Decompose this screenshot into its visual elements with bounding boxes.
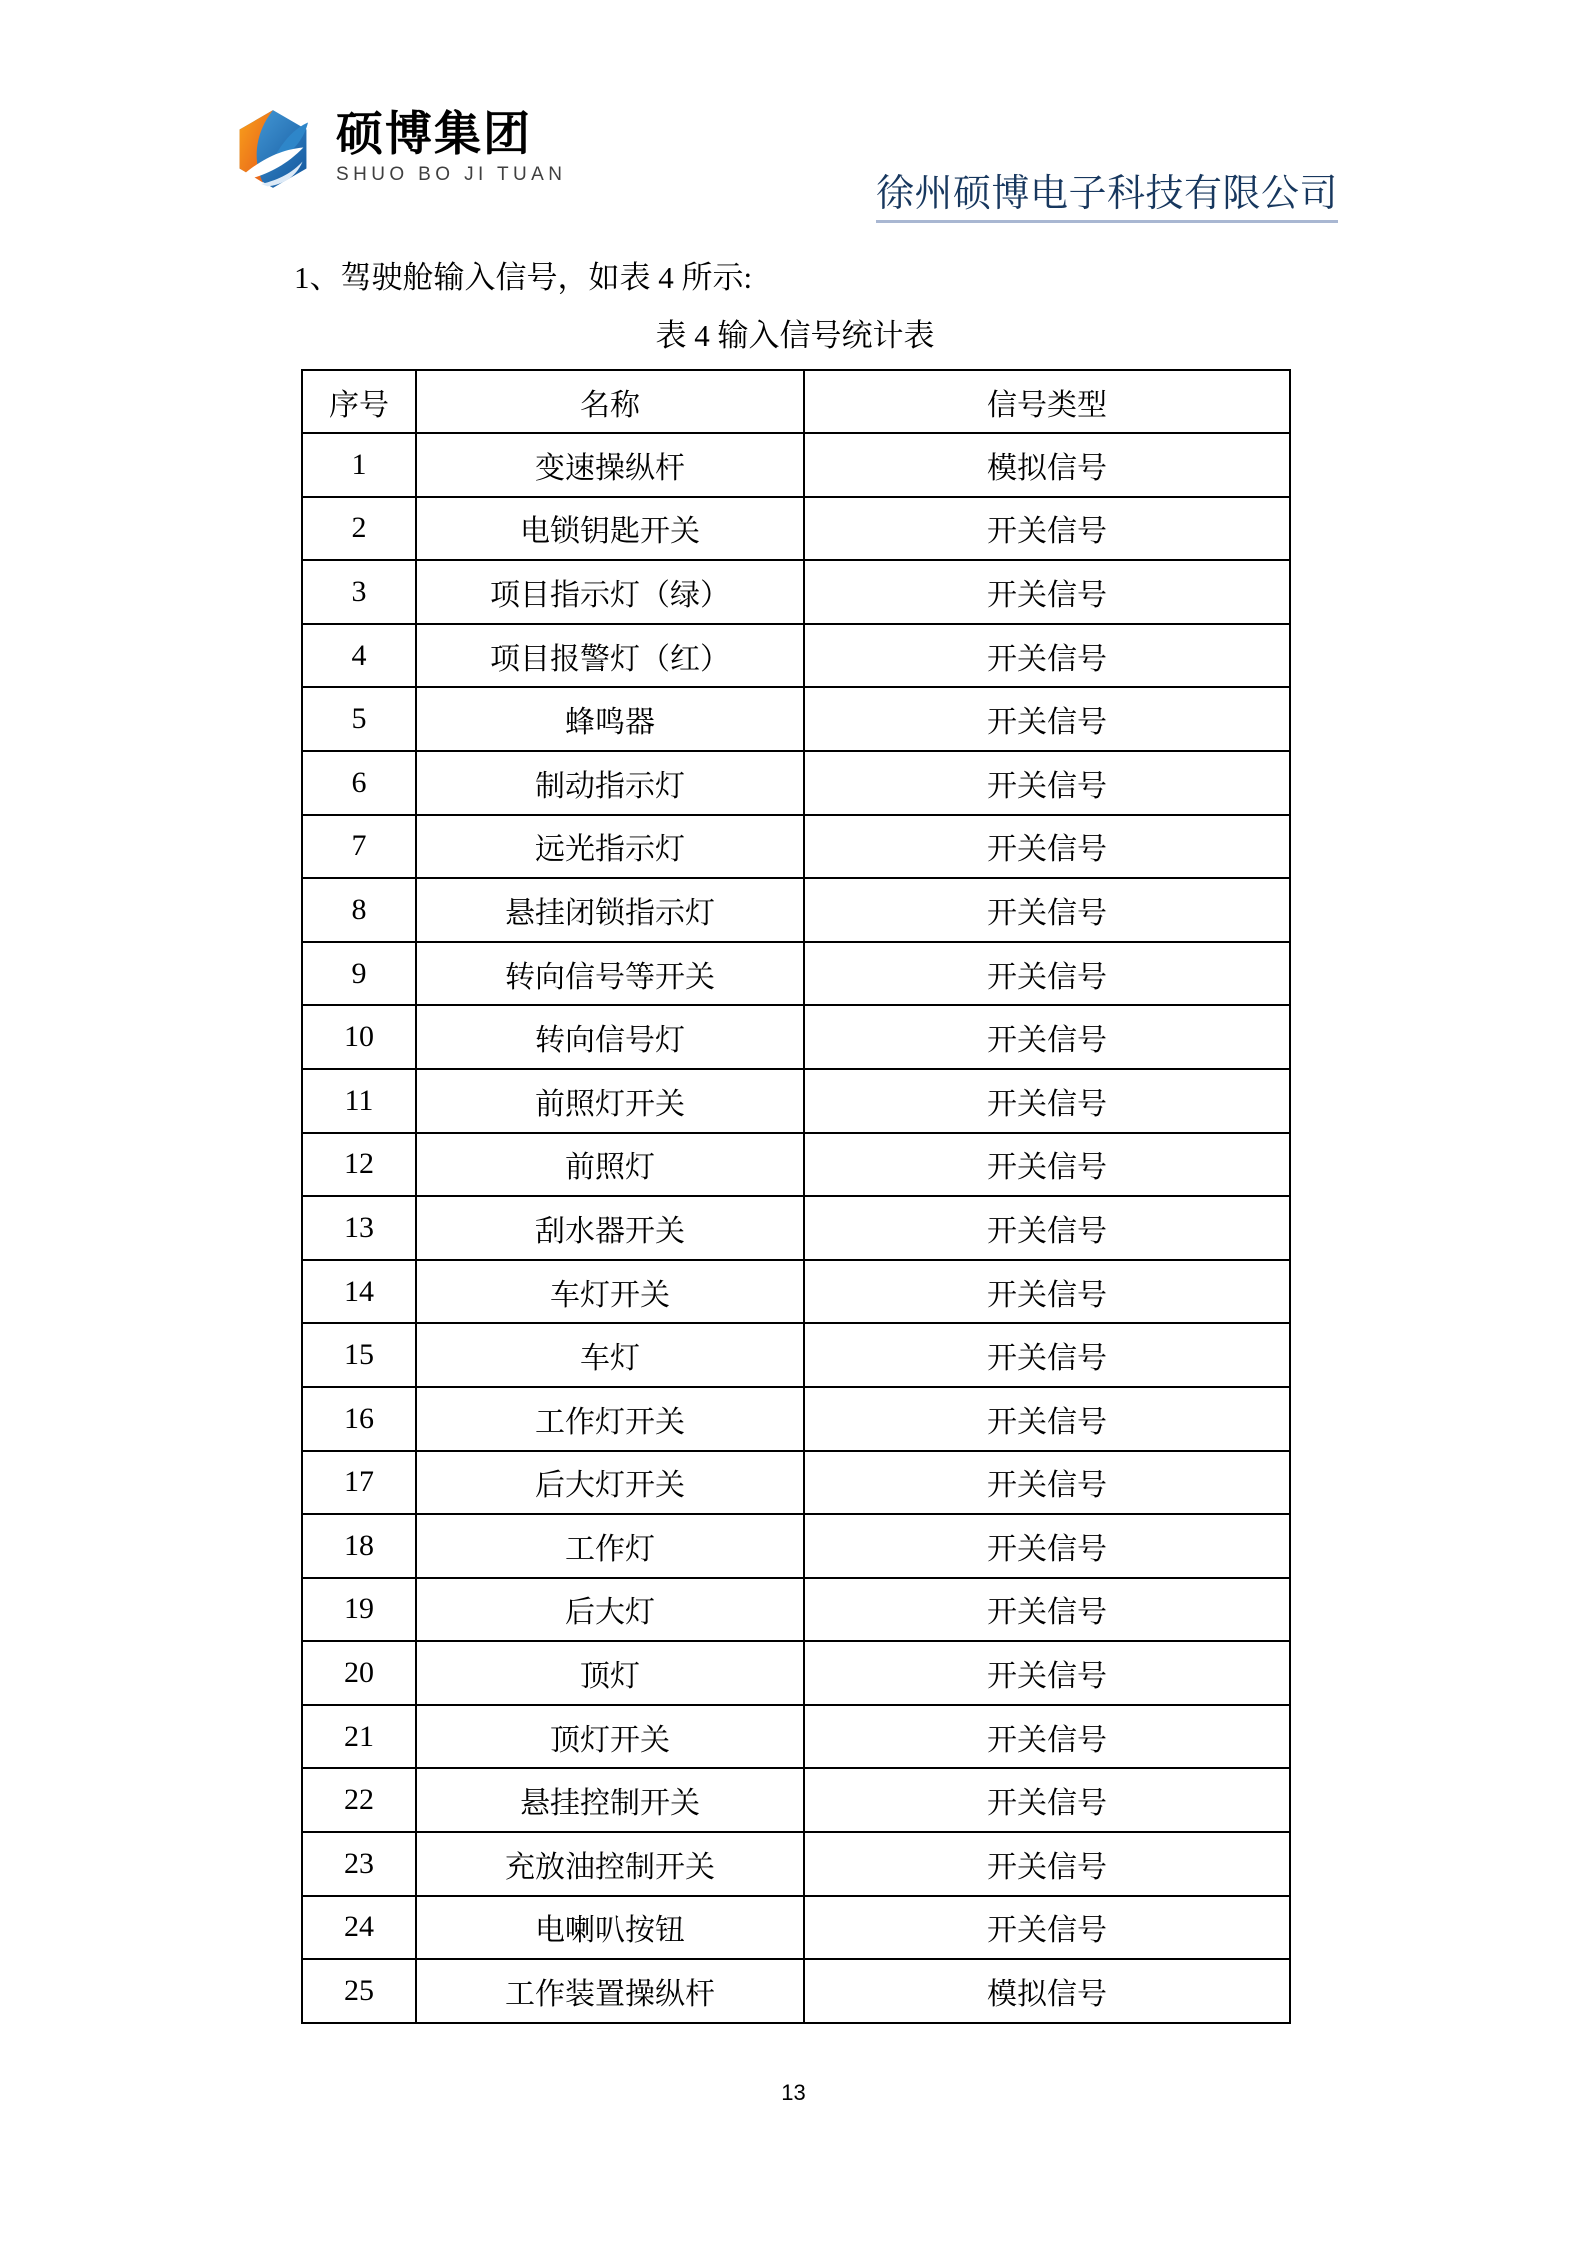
row-index-cell: 22: [302, 1768, 416, 1832]
table-row: [302, 1832, 1290, 1896]
row-index-cell: 3: [302, 560, 416, 624]
row-index-cell: 21: [302, 1705, 416, 1769]
table-row: [302, 1005, 1290, 1069]
table-row: [302, 1896, 1290, 1960]
signal-name-cell: 悬挂闭锁指示灯: [416, 878, 804, 942]
table-row: [302, 815, 1290, 879]
signal-name-cell: 项目指示灯（绿）: [416, 560, 804, 624]
row-index-cell: 11: [302, 1069, 416, 1133]
signal-type-cell: 开关信号: [804, 878, 1290, 942]
table-row: [302, 1133, 1290, 1197]
page-number: 13: [781, 2080, 806, 2105]
signal-name-cell: 刮水器开关: [416, 1196, 804, 1260]
signal-name-cell: 后大灯: [416, 1578, 804, 1642]
signal-name-cell: 前照灯开关: [416, 1069, 804, 1133]
table-row: [302, 942, 1290, 1006]
company-name: 徐州硕博电子科技有限公司: [876, 172, 1338, 223]
table-row: [302, 1451, 1290, 1515]
row-index-cell: 20: [302, 1641, 416, 1705]
table-row: [302, 751, 1290, 815]
signal-name-cell: 车灯开关: [416, 1260, 804, 1324]
row-index-cell: 24: [302, 1896, 416, 1960]
row-index-cell: 18: [302, 1514, 416, 1578]
table-row: [302, 624, 1290, 688]
table-row: [302, 1578, 1290, 1642]
signal-type-cell: 开关信号: [804, 497, 1290, 561]
row-index-cell: 6: [302, 751, 416, 815]
signal-type-cell: 开关信号: [804, 624, 1290, 688]
signal-type-cell: 开关信号: [804, 1641, 1290, 1705]
table-row: [302, 433, 1290, 497]
row-index-cell: 2: [302, 497, 416, 561]
signal-type-cell: 开关信号: [804, 1323, 1290, 1387]
table-row: [302, 1069, 1290, 1133]
signal-name-cell: 转向信号等开关: [416, 942, 804, 1006]
signal-type-cell: 开关信号: [804, 1451, 1290, 1515]
logo-title: 硕博集团: [336, 107, 532, 160]
signal-name-cell: 车灯: [416, 1323, 804, 1387]
signal-type-cell: 开关信号: [804, 815, 1290, 879]
row-index-cell: 16: [302, 1387, 416, 1451]
table-row: [302, 560, 1290, 624]
row-index-cell: 15: [302, 1323, 416, 1387]
signal-type-cell: 开关信号: [804, 1514, 1290, 1578]
signal-type-cell: 开关信号: [804, 1005, 1290, 1069]
row-index-cell: 25: [302, 1959, 416, 2023]
table-row: [302, 1196, 1290, 1260]
signal-name-cell: 悬挂控制开关: [416, 1768, 804, 1832]
row-index-cell: 7: [302, 815, 416, 879]
signal-name-cell: 制动指示灯: [416, 751, 804, 815]
signal-name-cell: 工作装置操纵杆: [416, 1959, 804, 2023]
signal-type-cell: 开关信号: [804, 1896, 1290, 1960]
row-index-cell: 9: [302, 942, 416, 1006]
signal-type-cell: 开关信号: [804, 1578, 1290, 1642]
signal-type-cell: 开关信号: [804, 1387, 1290, 1451]
signal-type-cell: 开关信号: [804, 560, 1290, 624]
table-body: [302, 433, 1290, 2023]
row-index-cell: 12: [302, 1133, 416, 1197]
column-header: 名称: [416, 370, 804, 433]
signal-name-cell: 工作灯开关: [416, 1387, 804, 1451]
company-logo: [238, 108, 566, 190]
table-row: [302, 1260, 1290, 1324]
column-header: 序号: [302, 370, 416, 433]
table-row: [302, 1514, 1290, 1578]
signal-type-cell: 开关信号: [804, 687, 1290, 751]
table-row: [302, 1641, 1290, 1705]
row-index-cell: 10: [302, 1005, 416, 1069]
signal-name-cell: 转向信号灯: [416, 1005, 804, 1069]
signal-type-cell: 开关信号: [804, 942, 1290, 1006]
table-row: [302, 1768, 1290, 1832]
row-index-cell: 23: [302, 1832, 416, 1896]
company-logo-text: [336, 108, 566, 186]
signal-name-cell: 远光指示灯: [416, 815, 804, 879]
row-index-cell: 4: [302, 624, 416, 688]
logo-subtitle: SHUO BO JI TUAN: [336, 164, 567, 185]
signal-type-cell: 开关信号: [804, 1196, 1290, 1260]
signal-name-cell: 顶灯开关: [416, 1705, 804, 1769]
company-logo-icon: [238, 108, 308, 190]
row-index-cell: 17: [302, 1451, 416, 1515]
intro-text: 1、驾驶舱输入信号，如表 4 所示:: [294, 260, 753, 295]
table-row: [302, 1959, 1290, 2023]
row-index-cell: 1: [302, 433, 416, 497]
row-index-cell: 14: [302, 1260, 416, 1324]
table-row: [302, 497, 1290, 561]
table-row: [302, 1387, 1290, 1451]
signal-type-cell: 开关信号: [804, 1768, 1290, 1832]
table-row: [302, 1323, 1290, 1387]
signal-name-cell: 顶灯: [416, 1641, 804, 1705]
row-index-cell: 19: [302, 1578, 416, 1642]
row-index-cell: 13: [302, 1196, 416, 1260]
signal-name-cell: 变速操纵杆: [416, 433, 804, 497]
signal-name-cell: 项目报警灯（红）: [416, 624, 804, 688]
signal-type-cell: 模拟信号: [804, 433, 1290, 497]
signal-type-cell: 开关信号: [804, 1260, 1290, 1324]
signal-type-cell: 开关信号: [804, 1832, 1290, 1896]
table-row: [302, 1705, 1290, 1769]
signal-name-cell: 充放油控制开关: [416, 1832, 804, 1896]
row-index-cell: 5: [302, 687, 416, 751]
signal-name-cell: 后大灯开关: [416, 1451, 804, 1515]
signal-name-cell: 电喇叭按钮: [416, 1896, 804, 1960]
signal-type-cell: 开关信号: [804, 1133, 1290, 1197]
signal-type-cell: 模拟信号: [804, 1959, 1290, 2023]
input-signal-table: [301, 369, 1291, 2024]
column-header: 信号类型: [804, 370, 1290, 433]
signal-name-cell: 蜂鸣器: [416, 687, 804, 751]
signal-type-cell: 开关信号: [804, 1705, 1290, 1769]
signal-name-cell: 电锁钥匙开关: [416, 497, 804, 561]
signal-name-cell: 工作灯: [416, 1514, 804, 1578]
table-caption: 表 4 输入信号统计表: [655, 318, 935, 353]
table-row: [302, 878, 1290, 942]
row-index-cell: 8: [302, 878, 416, 942]
table-header-row: [302, 370, 1290, 433]
signal-name-cell: 前照灯: [416, 1133, 804, 1197]
table-row: [302, 687, 1290, 751]
signal-type-cell: 开关信号: [804, 1069, 1290, 1133]
signal-type-cell: 开关信号: [804, 751, 1290, 815]
